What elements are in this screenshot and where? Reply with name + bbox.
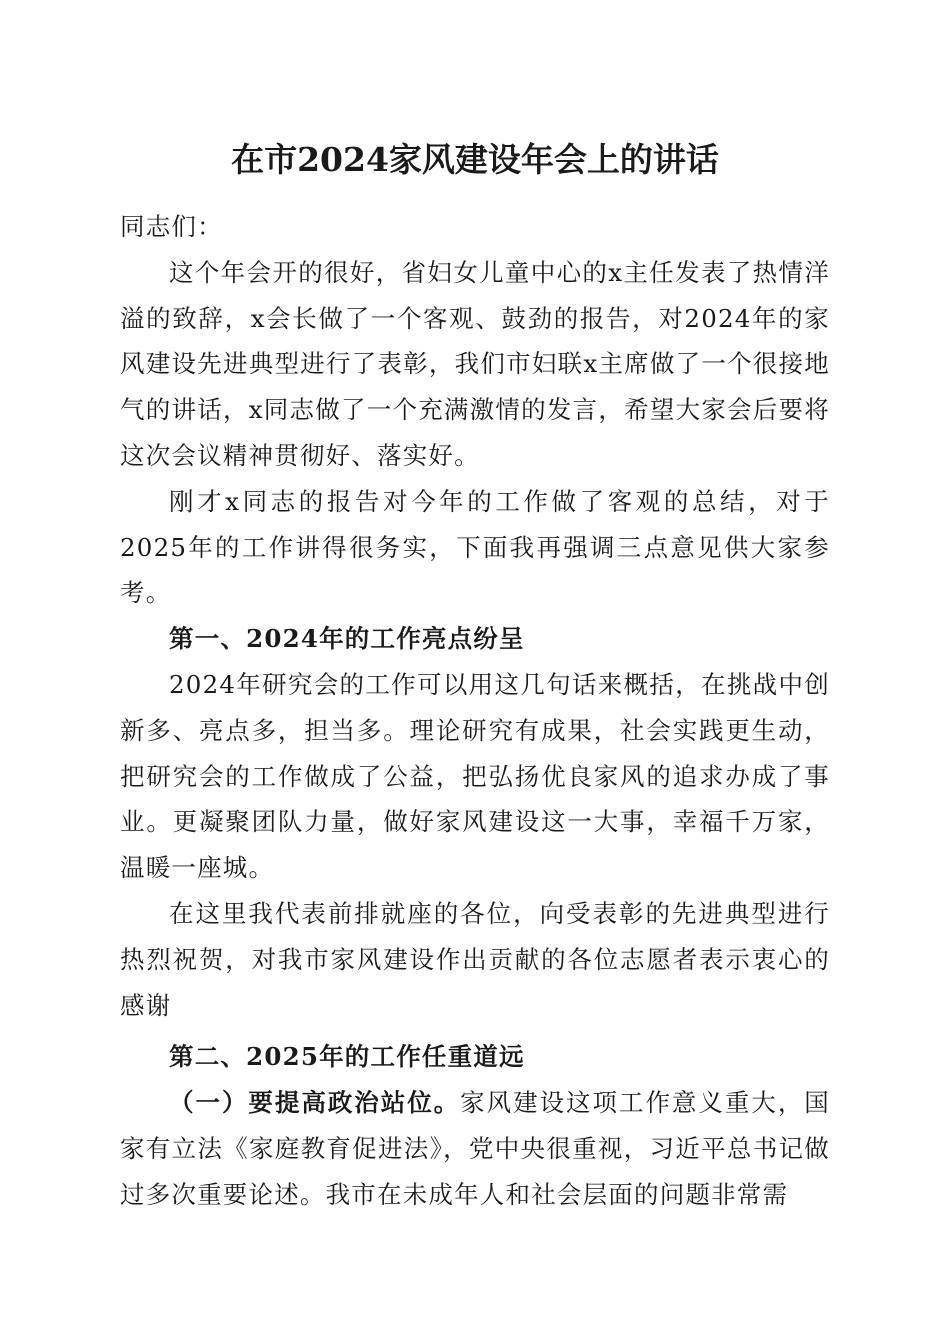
document-body (120, 204, 830, 1218)
section-heading-1: 第一、2024年的工作亮点纷呈 (169, 624, 525, 654)
salutation: 同志们： (120, 212, 223, 241)
paragraph-item-1 (120, 1080, 830, 1217)
paragraph-intro: 刚才x同志的报告对今年的工作做了客观的总结，对于2025年的工作讲得很务实，下面我再强调三点意见供大家参考。 (120, 486, 830, 608)
paragraph-achievements: 2024年研究会的工作可以用这几句话来概括，在挑战中创新多、亮点多，担当多。理论研究有成果，社会实践更生动，把研究会的工作做成了公益，把弘扬优良家风的追求办成了事业。更凝聚团队力量，做好家风建设这一大事，幸福千万家，温暖一座城。 (120, 669, 830, 883)
section-heading-2: 第二、2025年的工作任重道远 (169, 1042, 525, 1072)
item-1-lead: （一）要提高政治站位。 (169, 1088, 461, 1118)
document-title: 在市2024家风建设年会上的讲话 (231, 140, 719, 179)
item-1-text: 家风建设这项工作意义重大，国家有立法《家庭教育促进法》，党中央很重视，习近平总书记做过多次重要论述。我市在未成年人和社会层面的问题非常需 (120, 1088, 830, 1209)
paragraph-opening: 这个年会开的很好，省妇女儿童中心的x主任发表了热情洋溢的致辞，x会长做了一个客观、鼓劲的报告，对2024年的家风建设先进典型进行了表彰，我们市妇联x主席做了一个很接地气的讲话，x同志做了一个充满激情的发言，希望大家会后要将这次会议精神贯彻好、落实好。 (120, 257, 830, 470)
paragraph-thanks: 在这里我代表前排就座的各位，向受表彰的先进典型进行热烈祝贺，对我市家风建设作出贡献的各位志愿者表示衷心的感谢 (120, 898, 830, 1020)
